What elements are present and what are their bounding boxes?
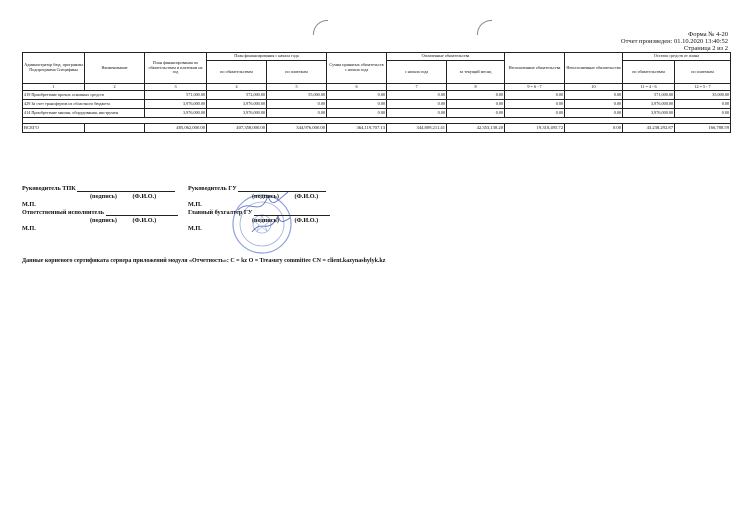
fio-caption: (Ф.И.О.) — [132, 217, 157, 224]
total-plan-obl: 407,358,000.00 — [207, 124, 267, 133]
column-number: 7 — [387, 84, 447, 91]
responsible-line — [22, 209, 178, 216]
header-paid-month: за текущий месяц — [447, 61, 505, 84]
header-admin: Администратор бюд. программы Подпрограмма Спецификы — [23, 53, 85, 84]
header-bal-obligations: по обязательствам — [623, 61, 675, 84]
mp-label: М.П. — [22, 225, 36, 232]
table-row — [23, 100, 731, 109]
header-plan-payments: по платежам — [267, 61, 327, 84]
cell-unfulfilled: 0.00 — [565, 109, 623, 118]
header-unpaid: Неоплаченные обязательства — [505, 53, 565, 84]
header-unfulfilled: Неисполненные обязательства — [565, 53, 623, 84]
cell-plan-pay: 0.00 — [267, 109, 327, 118]
report-generated: Отчет произведен: 01.10.2020 13:40:52 — [620, 38, 728, 45]
form-number: Форма № 4-20 — [688, 31, 728, 38]
total-unfulfilled: 0.00 — [565, 124, 623, 133]
fio-caption: (Ф.И.О.) — [294, 193, 319, 200]
signature-caption: (подпись) — [252, 193, 279, 200]
head-tpk-label: Руководитель ТПК — [22, 185, 76, 192]
cell-plan: 571,000.00 — [145, 91, 207, 100]
cell-paid-start: 0.00 — [387, 100, 447, 109]
column-number: 6 — [327, 84, 387, 91]
mp-label: М.П. — [188, 201, 202, 208]
header-plan-period: План финансирования с начала года — [207, 53, 327, 61]
column-number: 11 = 4 - 6 — [623, 84, 675, 91]
signature-line — [106, 209, 178, 216]
column-number: 12 = 5 - 7 — [675, 84, 731, 91]
column-number: 5 — [267, 84, 327, 91]
cell-accepted: 0.00 — [327, 109, 387, 118]
cell-accepted: 0.00 — [327, 91, 387, 100]
signature-line — [77, 185, 175, 192]
chief-accountant-label: Главный бухгалтер ГУ — [188, 209, 253, 216]
signature-caption: (подпись) — [90, 193, 117, 200]
total-bal-pay: 166,788.59 — [675, 124, 731, 133]
header-plan-obligations: по обязательствам — [207, 61, 267, 84]
cell-plan: 3,976,000.00 — [145, 100, 207, 109]
cell-paid-month: 0.00 — [447, 91, 505, 100]
cell-bal-pay: 35,000.00 — [675, 91, 731, 100]
total-label: ВСЕГО — [23, 124, 85, 133]
column-number: 4 — [207, 84, 267, 91]
cell-paid-month: 0.00 — [447, 100, 505, 109]
responsible-label: Ответственный исполнитель — [22, 209, 105, 216]
cell-bal-pay: 0.00 — [675, 100, 731, 109]
column-number: 9 = 6 - 7 — [505, 84, 565, 91]
head-tpk-line — [22, 185, 175, 192]
total-name-cell — [85, 124, 145, 133]
header-bal-payments: по платежам — [675, 61, 731, 84]
total-row — [23, 124, 731, 133]
header-paid-group: Оплаченные обязательства — [387, 53, 505, 61]
signature-caption-row — [90, 217, 156, 224]
fio-caption: (Ф.И.О.) — [132, 193, 157, 200]
fio-caption: (Ф.И.О.) — [294, 217, 319, 224]
column-number: 8 — [447, 84, 505, 91]
column-number: 3 — [145, 84, 207, 91]
cell-paid-start: 0.00 — [387, 91, 447, 100]
total-unpaid: 19,310,495.72 — [505, 124, 565, 133]
cell-plan-obl: 3,976,000.00 — [207, 100, 267, 109]
signature-caption: (подпись) — [90, 217, 117, 224]
column-number: 2 — [85, 84, 145, 91]
report-table — [22, 52, 731, 133]
certificate-info: Данные корневого сертификата сервера приложений модуля «Отчетность»: C = kz O = Treasury committee CN = client.kazynashylyk.kz — [22, 258, 386, 264]
punch-hole-left — [313, 20, 328, 35]
total-plan: 485,062,000.00 — [145, 124, 207, 133]
head-gu-line — [188, 185, 326, 192]
cell-paid-month: 0.00 — [447, 109, 505, 118]
cell-plan-pay: 0.00 — [267, 100, 327, 109]
page-indicator: Страница 2 из 2 — [683, 45, 728, 52]
cell-paid-start: 0.00 — [387, 109, 447, 118]
mp-label: М.П. — [22, 201, 36, 208]
row-code: 419 Приобретение прочих основных средств — [23, 91, 145, 100]
signature-line — [254, 209, 330, 216]
header-accepted: Сумма принятых обязательств с начала года — [327, 53, 387, 84]
cell-accepted: 0.00 — [327, 100, 387, 109]
row-code: 414 Приобретение машин, оборудования, инструмен — [23, 109, 145, 118]
cell-unpaid: 0.00 — [505, 91, 565, 100]
signature-caption: (подпись) — [252, 217, 279, 224]
cell-plan-obl: 572,000.00 — [207, 91, 267, 100]
cell-plan-obl: 3,976,000.00 — [207, 109, 267, 118]
cell-bal-obl: 3,976,000.00 — [623, 100, 675, 109]
column-number: 1 — [23, 84, 85, 91]
row-code: 429 За счет трансфертов из областного бюджета — [23, 100, 145, 109]
punch-hole-right — [477, 20, 492, 35]
total-plan-pay: 344,976,000.00 — [267, 124, 327, 133]
cell-plan-pay: 55,000.00 — [267, 91, 327, 100]
mp-label: М.П. — [188, 225, 202, 232]
header-paid-start: с начала года — [387, 61, 447, 84]
header-plan-fin: План финансирования по обязательствам и платежам на год — [145, 53, 207, 84]
total-paid-start: 344,809,211.41 — [387, 124, 447, 133]
cell-unpaid: 0.00 — [505, 109, 565, 118]
signature-caption-row — [252, 217, 318, 224]
cell-bal-obl: 3,976,000.00 — [623, 109, 675, 118]
total-accepted: 364,119,707.13 — [327, 124, 387, 133]
cell-bal-obl: 571,000.00 — [623, 91, 675, 100]
cell-unfulfilled: 0.00 — [565, 100, 623, 109]
cell-unfulfilled: 0.00 — [565, 91, 623, 100]
signature-caption-row — [252, 193, 318, 200]
head-gu-label: Руководитель ГУ — [188, 185, 237, 192]
cell-plan: 3,976,000.00 — [145, 109, 207, 118]
cell-unpaid: 0.00 — [505, 100, 565, 109]
column-number: 10 — [565, 84, 623, 91]
signature-line — [238, 185, 326, 192]
header-name: Наименование — [85, 53, 145, 84]
total-bal-obl: 43,238,292.87 — [623, 124, 675, 133]
table-row — [23, 109, 731, 118]
cell-bal-pay: 0.00 — [675, 109, 731, 118]
chief-accountant-line — [188, 209, 330, 216]
signature-caption-row — [90, 193, 156, 200]
total-paid-month: 42,353,138.20 — [447, 124, 505, 133]
header-balance-group: Остаток средств от плана — [623, 53, 731, 61]
table-row — [23, 91, 731, 100]
